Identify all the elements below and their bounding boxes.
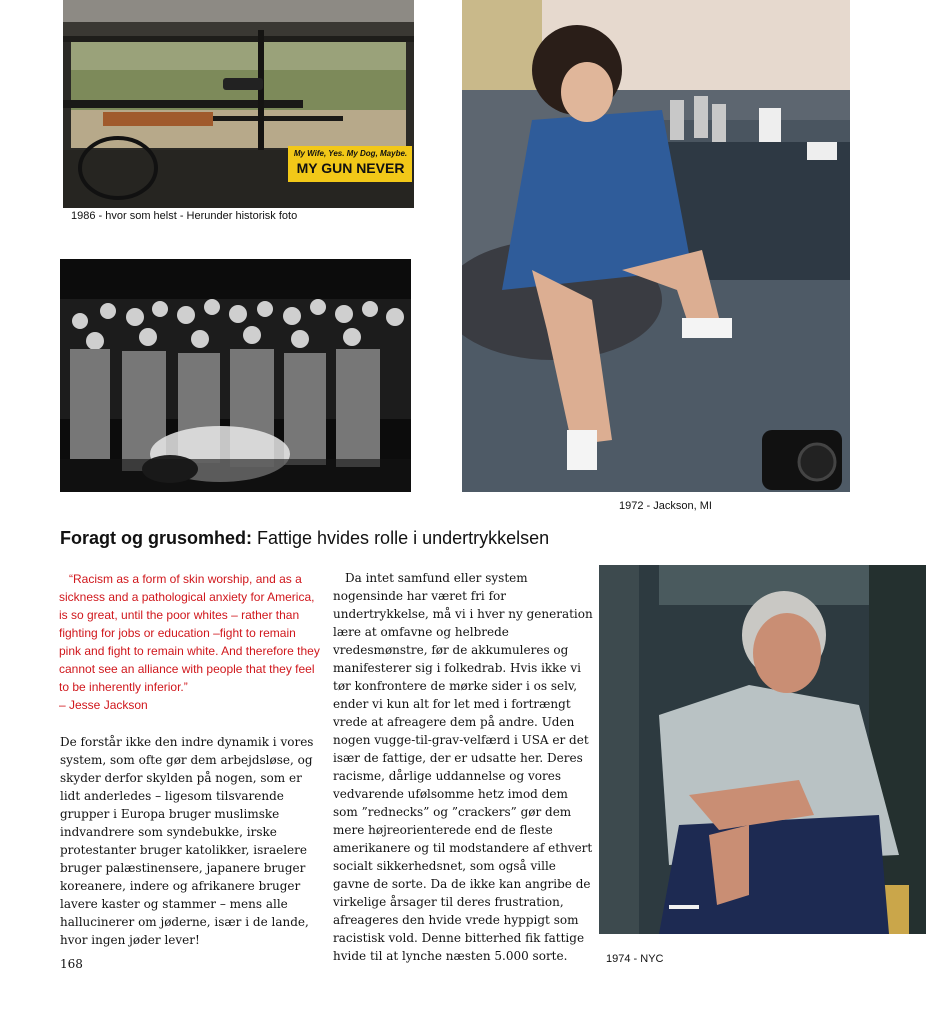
- page-number: 168: [60, 957, 83, 971]
- quote-attribution: – Jesse Jackson: [59, 698, 148, 712]
- section-heading: [60, 528, 660, 549]
- historical-crowd-photo: [60, 259, 411, 492]
- body-column-2: Da intet samfund eller system nogensinde har været fri for undertrykkelse, må vi i hver ny generation lære at omfavne og helbrede vredesmønstre, før de akkumuleres og manifesterer sig i folkedrab. Hvis ikke vi tør konfrontere de mørke sider i os selv, ender vi kun alt for let med i fortrængt vrede at afreagere dem på andre. Uden nogen vugge-til-grav-velfærd i USA er det især de fattige, der er udsatte her. Deres racisme, dårlige uddannelse og vores vedvarende ufølsomme hetz imod dem som ”rednecks” og ”crackers” gør dem mere højreorienterede end de fleste amerikanere og til modstandere af ethvert socialt sikkerhedsnet, som også ville gavne de sorte. Da de ikke kan angribe de virkelige årsager til deres frustration, afreageres den hvide vrede hyppigt som racistisk vold. Denne bitterhed fik fattige hvide til at lynche næsten 5.000 sorte.: [333, 571, 593, 963]
- bumper-sticker-line2: MY GUN NEVER: [296, 160, 405, 176]
- bumper-sticker: [290, 147, 411, 181]
- woman-photo-caption: 1972 - Jackson, MI: [619, 500, 712, 512]
- woman-sitting-photo: [462, 0, 850, 492]
- heading-regular: Fattige hvides rolle i undertrykkelsen: [252, 528, 550, 548]
- body-column-1: De forstår ikke den indre dynamik i vores system, som ofte gør dem arbejdsløse, og skyder derfor skylden på nogen, som er lidt anderledes – ligesom tilsvarende grupper i Europa bruger muslimske indvandrere som syndebukke, irske protestanter bruger katolikker, israelere bruger palæstinensere, japanere bruger koreanere, indere og afrikanere bruger lavere kaster og stammer – mens alle hallucinerer om jøderne, især i de lande, hvor ingen jøder lever!: [60, 735, 314, 947]
- quote-text: “Racism as a form of skin worship, and as a sickness and a pathological anxiety for America, is so great, until the poor whites – rather than fighting for jobs or education –fight to remain pink and fight to remain white. And therefore they cannot see an alliance with people that they feel to be inherently inferior.”: [59, 572, 320, 694]
- gun-photo-caption: 1986 - hvor som helst - Herunder historisk foto: [71, 210, 298, 222]
- man-photo-caption: 1974 - NYC: [606, 953, 664, 965]
- old-man-photo: [599, 565, 926, 934]
- pull-quote: [59, 570, 321, 714]
- bumper-sticker-line1: My Wife, Yes. My Dog, Maybe.: [293, 149, 408, 158]
- heading-bold: Foragt og grusomhed:: [60, 528, 252, 548]
